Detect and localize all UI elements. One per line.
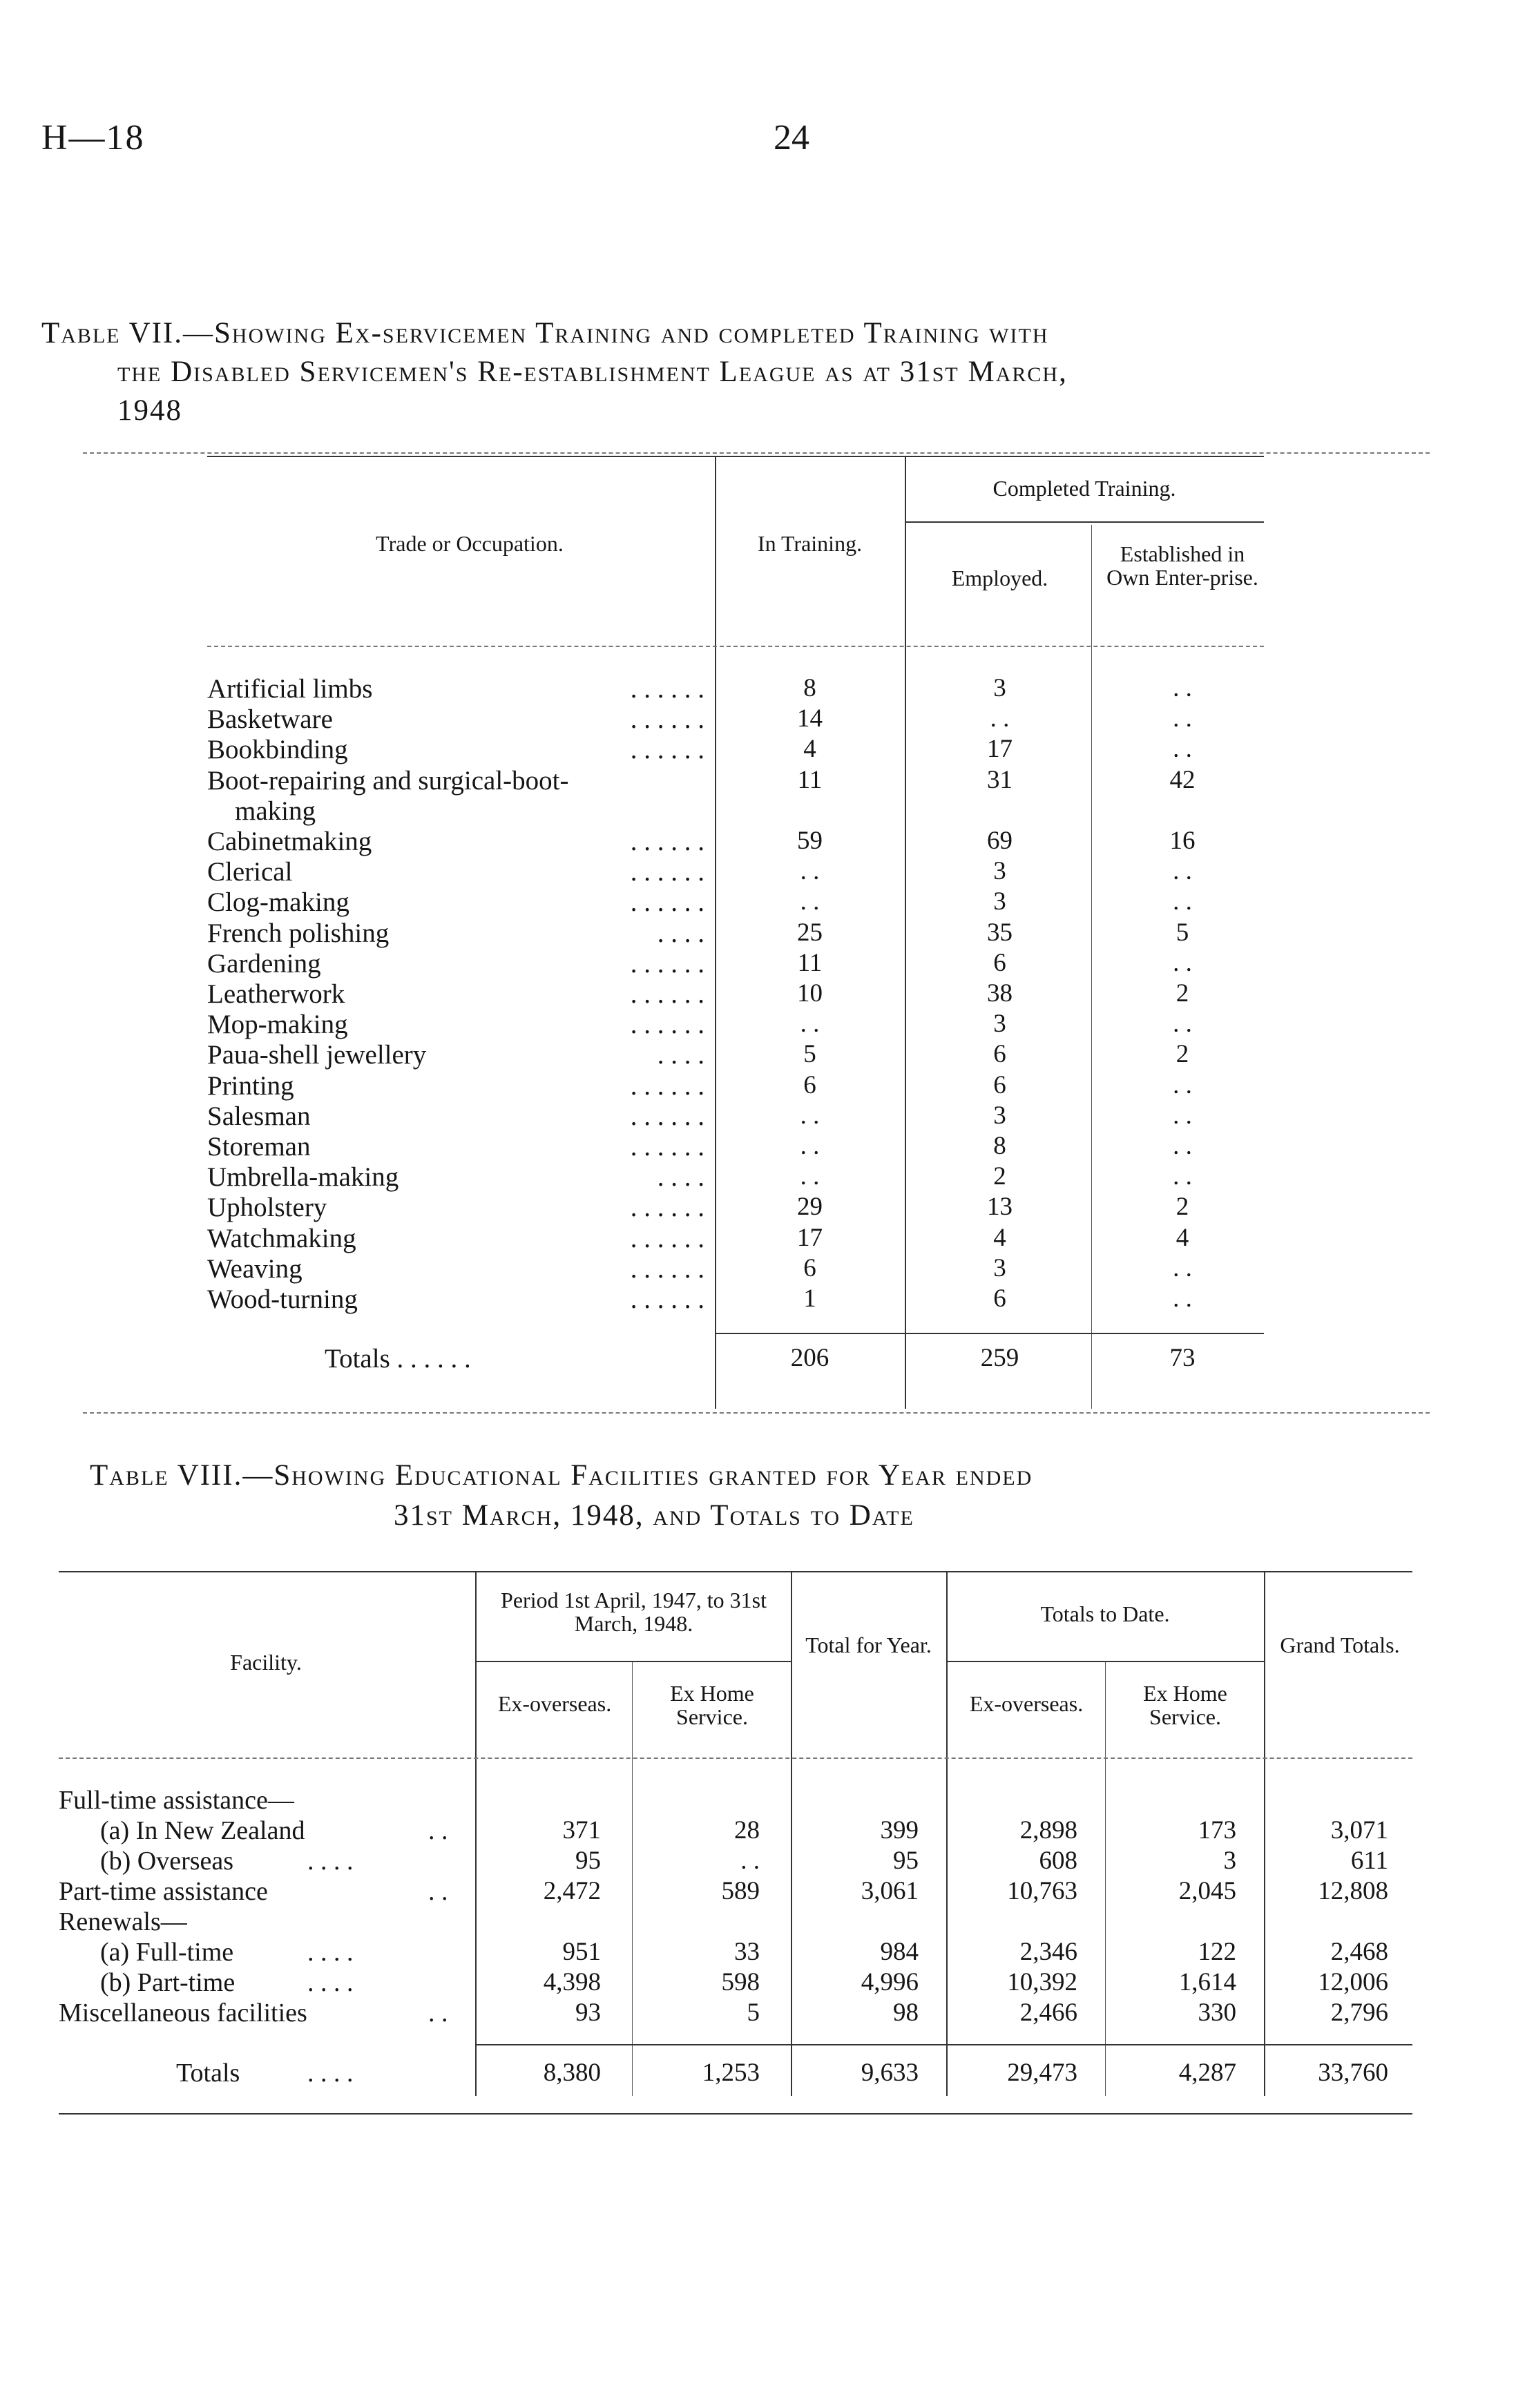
header-total-year: Total for Year. [805,1632,932,1657]
table7-trade: Paua-shell jewellery [207,1040,427,1070]
table7-cell-in-training: . . [800,887,820,916]
table7-cell-employed: 3 [993,1010,1006,1038]
header-completed: Completed Training. [992,476,1176,501]
table7-cell-in-training: . . [800,1132,820,1160]
table7-row-dots: . . . . [657,1162,704,1192]
page-header [41,117,1464,166]
table7-title-line1: Table VII.—Showing Ex-servicemen Training and completed Training with [41,317,1049,349]
table7-trade: Clog-making [207,887,349,917]
table8-row-dots: . . [428,1998,448,2027]
table7-row-dots: . . . . . . [630,674,704,704]
table7-trade: Weaving [207,1254,303,1284]
table7-row-dots: . . . . . . [630,1254,704,1284]
table7-trade: Cabinetmaking [207,827,372,856]
table7-cell-in-training: 17 [797,1224,823,1252]
page-number: 24 [774,118,809,157]
table7-trade: Bookbinding [207,735,348,764]
table8-cell-grand-total: 2,796 [1330,1998,1388,2027]
table7-cell-established: . . [1173,704,1192,733]
table7-trade: Basketware [207,704,333,734]
table8-cell-todate-ex-home: 3 [1223,1847,1236,1875]
table8-cell-todate-ex-home: 2,045 [1178,1877,1236,1905]
header-totals-to-date: Totals to Date. [1040,1601,1170,1626]
table8-row-label: (b) Part-time [100,1968,236,1997]
header-facility: Facility. [230,1650,302,1675]
table7-totals-rule [715,1333,1264,1334]
table8-cell-total-year: 95 [893,1847,919,1875]
table7-row-dots: . . . . . . [630,949,704,979]
table7-cell-established: 16 [1169,827,1196,855]
table7-vline-1 [715,456,716,1409]
table8-row-label: Miscellaneous facilities [59,1998,307,2027]
table7-cell-established: . . [1173,1071,1192,1099]
table7-cell-employed: 3 [993,1254,1006,1282]
table7-cell-established: . . [1173,949,1192,977]
table8-title-line2: 31st March, 1948, and Totals to Date [394,1499,914,1532]
table8-row-dots: . . [428,1816,448,1845]
header-ex-home-2: Ex Home Service. [1143,1681,1227,1729]
table8-row-dots: . . . . [307,1938,354,1967]
table8-cell-todate-ex-overseas: 10,763 [1007,1877,1077,1905]
table7-cell-established: . . [1173,1010,1192,1038]
table8-cell-todate-ex-overseas: 2,898 [1019,1816,1077,1844]
table7-title-line2: the Disabled Servicemen's Re-establishment League as at 31st March, [117,356,1068,388]
table7-totals-label: Totals . . . . . . [325,1344,471,1374]
table7-cell-established: . . [1173,857,1192,885]
table7-cell-established: 42 [1169,766,1196,794]
table7-bottom-rule [83,1412,1430,1414]
table7-cell-employed: 3 [993,887,1006,916]
table8-header-bottom-rule [59,1757,1412,1759]
header-trade: Trade or Occupation. [376,531,564,556]
table8-cell-grand-total: 611 [1350,1847,1388,1875]
table8-total-a: 8,380 [543,2059,601,2087]
table8-row-dots: . . . . [307,1968,354,1997]
table7-trade: making [235,796,316,826]
table7-title-line3: 1948 [117,394,182,427]
table8-cell-grand-total: 2,468 [1330,1938,1388,1966]
table7-vline-3 [1091,525,1092,1409]
table7-cell-in-training: 25 [797,918,823,947]
table7-row-dots: . . . . . . [630,1132,704,1162]
table7-total-est: 73 [1169,1344,1196,1372]
table7-cell-established: . . [1173,674,1192,702]
table7-trade: Wood-turning [207,1284,358,1314]
table7-cell-in-training: . . [800,857,820,885]
table7-trade: Clerical [207,857,293,887]
table7-cell-employed: 6 [993,1040,1006,1068]
table7-completed-rule [905,521,1264,523]
table7-row-dots: . . . . . . [630,735,704,764]
table7-row-dots: . . . . . . [630,1193,704,1222]
table8-row-label: Full-time assistance— [59,1786,294,1815]
table7-cell-employed: 4 [993,1224,1006,1252]
table8-cell-ex-overseas: 371 [562,1816,601,1844]
header-grand-totals: Grand Totals. [1280,1632,1400,1657]
table7-cell-in-training: 8 [803,674,816,702]
table7-cell-employed: . . [990,704,1010,733]
table8-cell-todate-ex-home: 173 [1198,1816,1236,1844]
table7-row-dots: . . . . . . [630,857,704,887]
table8-totals-dots: . . . . [307,2059,354,2088]
table7-cell-established: . . [1173,1254,1192,1282]
table8-cell-ex-home: 589 [721,1877,760,1905]
table8-total-b: 1,253 [702,2059,760,2087]
table8-bottom-rule [59,2113,1412,2115]
table7-row-dots: . . . . . . [630,704,704,734]
table8-cell-ex-home: . . [740,1847,760,1875]
table7-cell-employed: 2 [993,1162,1006,1191]
table8-cell-ex-home: 598 [721,1968,760,1996]
table7-cell-employed: 35 [987,918,1013,947]
header-period: Period 1st April, 1947, to 31st March, 1948. [501,1588,767,1636]
table7-row-dots: . . . . . . [630,1101,704,1131]
table7-cell-in-training: 11 [797,766,823,794]
table8-cell-todate-ex-home: 330 [1198,1998,1236,2027]
table8-cell-ex-overseas: 2,472 [543,1877,601,1905]
table7-cell-employed: 6 [993,949,1006,977]
table7-row-dots: . . . . . . [630,887,704,917]
table8-cell-todate-ex-overseas: 10,392 [1007,1968,1077,1996]
table8-cell-total-year: 399 [880,1816,919,1844]
table7-cell-in-training: 14 [797,704,823,733]
table7-cell-employed: 6 [993,1071,1006,1099]
table7-cell-employed: 8 [993,1132,1006,1160]
table8-cell-todate-ex-home: 122 [1198,1938,1236,1966]
table7-row-label [235,796,711,827]
table7-cell-in-training: 10 [797,979,823,1008]
table7-top-rule-solid [207,456,1264,457]
header-established: Established in Own Enter-prise. [1106,541,1258,590]
table8-cell-todate-ex-overseas: 2,346 [1019,1938,1077,1966]
table7-total-in: 206 [790,1344,829,1372]
table7-title [41,314,1437,430]
table7-cell-in-training: . . [800,1010,820,1038]
table8-row-dots: . . [428,1877,448,1906]
table8-period-rule [475,1661,791,1662]
table7-trade: Mop-making [207,1010,348,1039]
table8-row-label: (a) In New Zealand [100,1816,305,1845]
table8-cell-ex-overseas: 93 [575,1998,601,2027]
table7-trade: Salesman [207,1101,311,1131]
table7-cell-established: . . [1173,887,1192,916]
table7-cell-in-training: 1 [803,1284,816,1313]
table7-cell-established: . . [1173,1284,1192,1313]
table7-cell-in-training: 4 [803,735,816,763]
table7-trade: French polishing [207,918,390,948]
table8-total-c: 9,633 [861,2059,919,2087]
table7-cell-employed: 3 [993,1101,1006,1130]
table7-cell-in-training: 29 [797,1193,823,1221]
table8-row-label: Part-time assistance [59,1877,268,1906]
table7-cell-in-training: 6 [803,1254,816,1282]
table8-row-label: Renewals— [59,1907,187,1936]
table8-total-f: 33,760 [1318,2059,1388,2087]
table8-cell-ex-home: 33 [734,1938,760,1966]
table7-cell-established: 4 [1176,1224,1189,1252]
table7-row-dots: . . . . . . [630,827,704,856]
table8-cell-grand-total: 12,808 [1318,1877,1388,1905]
table7-cell-employed: 6 [993,1284,1006,1313]
table7-trade: Leatherwork [207,979,345,1009]
table7-trade: Gardening [207,949,321,979]
header-ex-home: Ex Home Service. [670,1681,754,1729]
table7-cell-in-training: 5 [803,1040,816,1068]
table7-cell-employed: 31 [987,766,1013,794]
table7-top-rule [83,452,1430,454]
table7-cell-established: 2 [1176,1040,1189,1068]
table7-cell-employed: 3 [993,857,1006,885]
table7-trade: Boot-repairing and surgical-boot- [207,766,569,796]
table7-cell-in-training: 59 [797,827,823,855]
table8-cell-total-year: 4,996 [861,1968,919,1996]
table8-row-label: (a) Full-time [100,1938,234,1967]
table7-vline-2 [905,456,906,1409]
table7-cell-employed: 38 [987,979,1013,1008]
table7-row-dots: . . . . . . [630,1071,704,1101]
table7-trade: Upholstery [207,1193,327,1222]
table8-row-label: (b) Overseas [100,1847,234,1876]
table7-trade: Storeman [207,1132,311,1162]
header-in-training: In Training. [757,531,863,556]
table7-row-dots: . . . . . . [630,1010,704,1039]
table8-cell-grand-total: 3,071 [1330,1816,1388,1844]
table7-cell-established: . . [1173,1132,1192,1160]
table7-cell-established: 2 [1176,1193,1189,1221]
table7-trade: Umbrella-making [207,1162,399,1192]
table7-cell-established: 5 [1176,918,1189,947]
table7-cell-in-training: . . [800,1101,820,1130]
table7-row-label [207,765,711,796]
table8-cell-todate-ex-overseas: 608 [1039,1847,1077,1875]
table8-row-dots: . . . . [307,1847,354,1876]
table8-cell-total-year: 98 [893,1998,919,2027]
table8-title-line1: Table VIII.—Showing Educational Facilities granted for Year ended [90,1459,1033,1492]
table8-cell-todate-ex-overseas: 2,466 [1019,1998,1077,2027]
table7-row-dots: . . . . [657,1040,704,1070]
table8-cell-todate-ex-home: 1,614 [1178,1968,1236,1996]
table7-total-emp: 259 [980,1344,1019,1372]
table7-cell-in-training: 11 [797,949,823,977]
table8-cell-grand-total: 12,006 [1318,1968,1388,1996]
table8-cell-ex-overseas: 951 [562,1938,601,1966]
table8-top-rule [59,1571,1412,1572]
table7-cell-employed: 69 [987,827,1013,855]
header-employed: Employed. [951,566,1048,590]
table7-cell-established: . . [1173,735,1192,763]
table7-cell-in-training: . . [800,1162,820,1191]
table8-cell-ex-overseas: 4,398 [543,1968,601,1996]
table7-trade: Artificial limbs [207,674,373,704]
table7-row-dots: . . . . . . [630,979,704,1009]
table8-cell-ex-home: 5 [747,1998,760,2027]
table7-row-dots: . . . . [657,918,704,948]
table7-cell-established: . . [1173,1162,1192,1191]
table8-cell-ex-home: 28 [734,1816,760,1844]
table7-cell-in-training: 6 [803,1071,816,1099]
table8-totals-rule [475,2044,1412,2045]
table7-row-dots: . . . . . . [630,1224,704,1253]
table8-totals-date-rule [946,1661,1264,1662]
header-ex-overseas-2: Ex-overseas. [969,1691,1084,1716]
table8-title [41,1456,1450,1536]
table7-cell-employed: 3 [993,674,1006,702]
table8-cell-total-year: 984 [880,1938,919,1966]
table8-cell-total-year: 3,061 [861,1877,919,1905]
report-code: H—18 [41,118,145,157]
table8-totals-label: Totals [176,2059,240,2088]
table7-row-dots: . . . . . . [630,1284,704,1314]
table7-cell-employed: 13 [987,1193,1013,1221]
table8-cell-ex-overseas: 95 [575,1847,601,1875]
table7-cell-established: . . [1173,1101,1192,1130]
table7-header-bottom-rule [207,646,1264,647]
table7-trade: Watchmaking [207,1224,356,1253]
table7-cell-established: 2 [1176,979,1189,1008]
header-ex-overseas: Ex-overseas. [497,1691,612,1716]
table7-cell-employed: 17 [987,735,1013,763]
table7-trade: Printing [207,1071,294,1101]
table8-total-d: 29,473 [1007,2059,1077,2087]
table8-total-e: 4,287 [1178,2059,1236,2087]
